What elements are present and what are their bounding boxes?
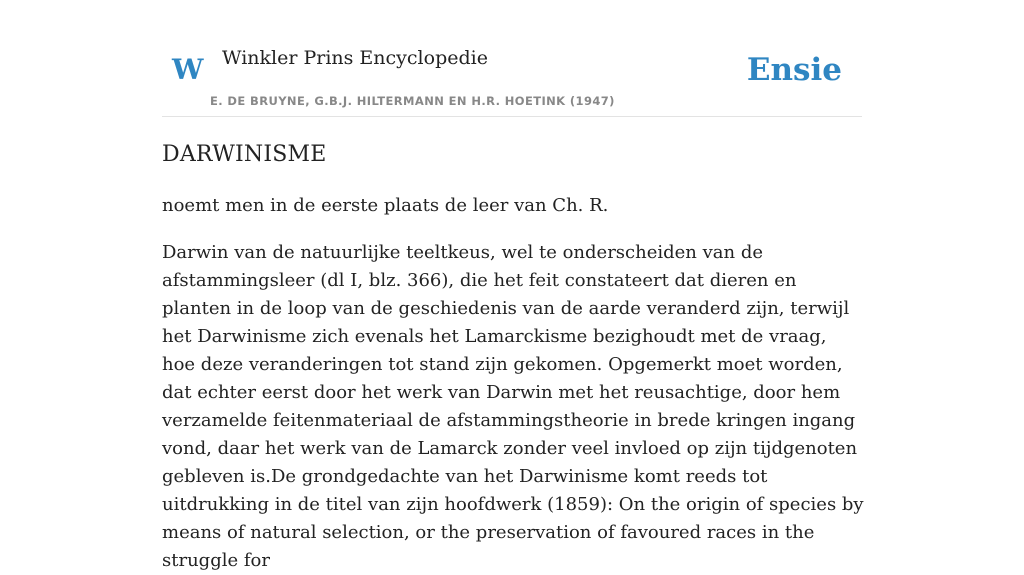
source-title[interactable]: Winkler Prins Encyclopedie	[222, 47, 488, 69]
article-intro: noemt men in de eerste plaats de leer van Ch. R.	[162, 195, 609, 216]
article-body: Darwin van de natuurlijke teeltkeus, wel te onderscheiden van de afstammingsleer (dl I, blz. 366), die het feit constateert dat dieren en planten in de loop van de geschiedenis van de aarde veranderd zijn, terwijl het Darwinisme zich evenals het Lamarckisme bezighoudt met de vraag, hoe deze veranderingen tot stand zijn gekomen. Opgemerkt moet worden, dat echter eerst door het werk van Darwin met het reusachtige, door hem verzamelde feitenmateriaal de afstammingstheorie in brede kringen ingang vond, daar het werk van de Lamarck zonder veel invloed op zijn tijdgenoten gebleven is.De grondgedachte van het Darwinisme komt reeds tot uitdrukking in de titel van zijn hoofdwerk (1859): On the origin of species by means of natural selection, or the preservation of favoured races in the struggle for	[162, 242, 864, 571]
encyclopedia-header	[162, 0, 862, 117]
article	[162, 138, 864, 575]
article-title: DARWINISME	[162, 142, 327, 167]
source-authors: E. DE BRUYNE, G.B.J. HILTERMANN EN H.R. HOETINK (1947)	[210, 94, 615, 108]
ensie-logo[interactable]: Ensie	[746, 52, 842, 88]
winkler-prins-logo[interactable]: W	[172, 53, 204, 86]
